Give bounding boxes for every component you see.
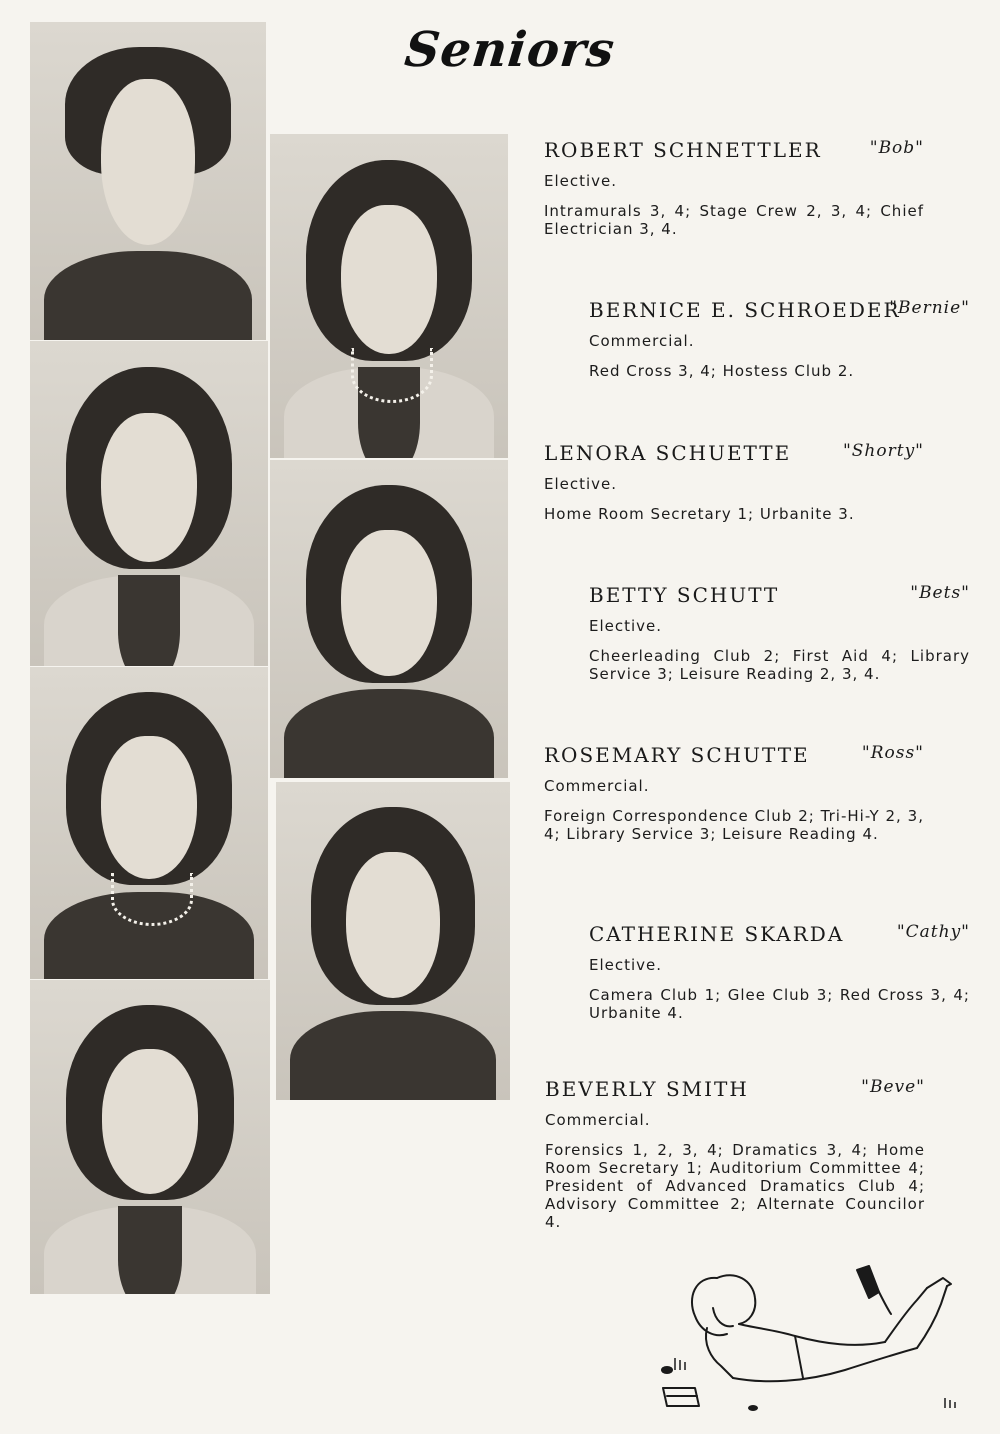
student-nickname: "Ross" (861, 743, 924, 763)
student-nickname: "Shorty" (842, 441, 924, 461)
student-nickname: "Beve" (861, 1077, 925, 1097)
student-name: BEVERLY SMITH (545, 1077, 749, 1101)
student-course: Commercial. (545, 1111, 651, 1129)
portrait-beverly-smith (30, 980, 270, 1294)
portrait-rosemary-schutte (30, 667, 268, 979)
student-nickname: "Bernie" (889, 298, 970, 318)
student-name: CATHERINE SKARDA (589, 922, 845, 946)
student-entry (544, 743, 924, 843)
student-nickname: "Cathy" (896, 922, 970, 942)
student-activities: Foreign Correspondence Club 2; Tri-Hi-Y 2, 3, 4; Library Service 3; Leisure Reading 4. (544, 807, 924, 843)
student-name: LENORA SCHUETTE (544, 441, 792, 465)
student-activities: Forensics 1, 2, 3, 4; Dramatics 3, 4; Home Room Secretary 1; Auditorium Committee 4; President of Advanced Dramatics Club 4; Advisory Committee 2; Alternate Councilor 4. (545, 1141, 925, 1231)
student-entry (589, 583, 970, 683)
student-activities: Home Room Secretary 1; Urbanite 3. (544, 505, 855, 523)
student-name: ROSEMARY SCHUTTE (544, 743, 810, 767)
student-entry (544, 138, 924, 238)
student-entry (589, 922, 970, 1022)
portrait-betty-schutt (270, 460, 508, 778)
student-name: ROBERT SCHNETTLER (544, 138, 822, 162)
student-activities: Red Cross 3, 4; Hostess Club 2. (589, 362, 855, 380)
reading-girl-illustration (655, 1258, 975, 1428)
student-course: Commercial. (589, 332, 695, 350)
portrait-lenora-schuette (30, 341, 268, 666)
student-course: Elective. (544, 475, 618, 493)
student-course: Elective. (544, 172, 618, 190)
student-name: BERNICE E. SCHROEDER (589, 298, 901, 322)
student-activities: Camera Club 1; Glee Club 3; Red Cross 3, 4; Urbanite 4. (589, 986, 970, 1022)
student-course: Elective. (589, 617, 663, 635)
student-nickname: "Bob" (869, 138, 924, 158)
page-title: Seniors (402, 22, 618, 78)
portrait-bernice-schroeder (270, 134, 508, 458)
student-course: Elective. (589, 956, 663, 974)
student-activities: Cheerleading Club 2; First Aid 4; Library Service 3; Leisure Reading 2, 3, 4. (589, 647, 970, 683)
student-entry (545, 1077, 925, 1231)
student-entry (544, 441, 924, 523)
student-activities: Intramurals 3, 4; Stage Crew 2, 3, 4; Chief Electrician 3, 4. (544, 202, 924, 238)
portrait-robert-schnettler (30, 22, 266, 340)
student-name: BETTY SCHUTT (589, 583, 780, 607)
portrait-catherine-skarda (276, 782, 510, 1100)
student-entry (589, 298, 970, 380)
student-course: Commercial. (544, 777, 650, 795)
student-nickname: "Bets" (910, 583, 970, 603)
